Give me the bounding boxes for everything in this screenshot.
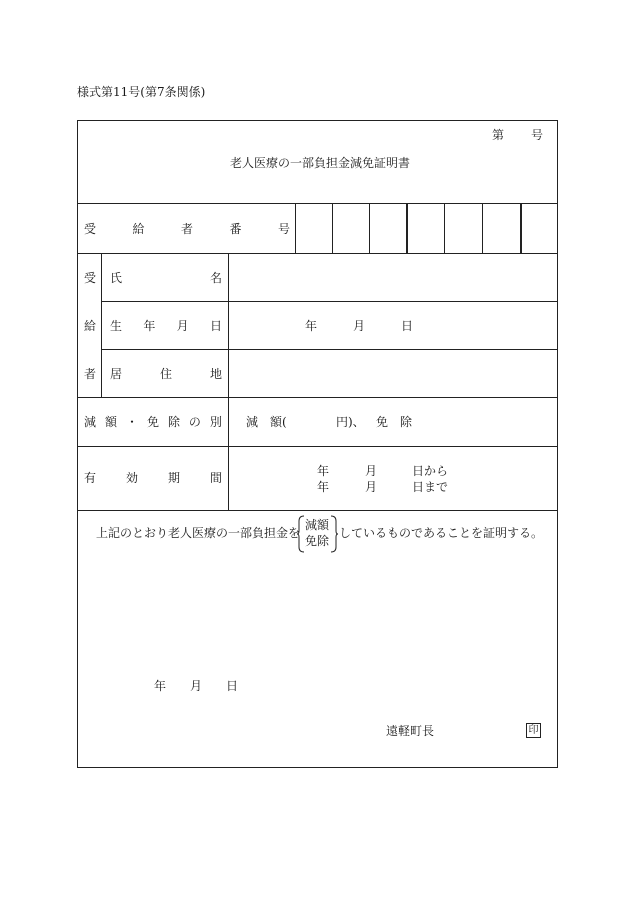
dob-year: 年 [305, 319, 318, 333]
number-box-4[interactable] [408, 205, 444, 252]
reduction-menjo: 免 除 [376, 415, 413, 429]
reduction-label: 減 額 ・ 免 除 の 別 [84, 415, 222, 429]
form-number: 様式第11号(第7条関係) [77, 85, 206, 99]
validity-from-year: 年 [317, 464, 330, 478]
validity-field[interactable] [229, 447, 557, 510]
number-box-1[interactable] [296, 205, 332, 252]
dob-label: 生 年 月 日 [110, 319, 222, 333]
number-dai: 第 [492, 128, 505, 142]
validity-from-day: 日から [412, 464, 449, 478]
validity-from-month: 月 [365, 464, 378, 478]
name-label: 氏 名 [110, 271, 222, 285]
cert-date-month: 月 [190, 679, 203, 693]
divider-validity [77, 510, 558, 511]
seal-mark [526, 723, 541, 738]
cert-date-year: 年 [154, 679, 167, 693]
name-field[interactable] [229, 254, 557, 301]
dob-day: 日 [401, 319, 414, 333]
address-label: 居 住 地 [110, 367, 222, 381]
recipient-number-label: 受 給 者 番 号 [84, 222, 290, 236]
dob-month: 月 [353, 319, 366, 333]
reduction-yen: 円)、 [336, 415, 365, 429]
certification-option-reduce: 減額 [305, 518, 330, 532]
reduction-gengaku: 減 額( [246, 415, 287, 429]
recipient-group-char-3: 者 [84, 367, 97, 381]
number-box-7[interactable] [522, 205, 557, 252]
number-go: 号 [531, 128, 544, 142]
recipient-group-char-2: 給 [84, 319, 97, 333]
validity-to-year: 年 [317, 480, 330, 494]
certification-suffix: しているものであることを証明する。 [339, 526, 544, 540]
validity-to-month: 月 [365, 480, 378, 494]
bracket-left-icon [297, 515, 305, 553]
recipient-group-char-1: 受 [84, 271, 97, 285]
validity-label: 有 効 期 間 [84, 471, 222, 485]
page-title: 老人医療の一部負担金減免証明書 [230, 156, 411, 170]
address-field[interactable] [229, 350, 557, 397]
number-box-3[interactable] [370, 205, 406, 252]
divider-title [77, 203, 558, 204]
number-box-2[interactable] [333, 205, 369, 252]
number-box-5[interactable] [445, 205, 482, 252]
divider-recipient-group [101, 253, 102, 397]
reduction-amount-field[interactable] [290, 408, 334, 434]
issuer-title: 遠軽町長 [386, 724, 435, 738]
validity-to-day: 日まで [412, 480, 449, 494]
divider-address [77, 397, 558, 398]
seal-text: 印 [528, 725, 539, 736]
dob-field[interactable] [229, 302, 557, 349]
certification-option-exempt: 免除 [305, 534, 330, 548]
certification-prefix: 上記のとおり老人医療の一部負担金を [96, 526, 301, 540]
bracket-right-icon [330, 515, 338, 553]
number-box-6[interactable] [483, 205, 520, 252]
cert-date-day: 日 [226, 679, 239, 693]
